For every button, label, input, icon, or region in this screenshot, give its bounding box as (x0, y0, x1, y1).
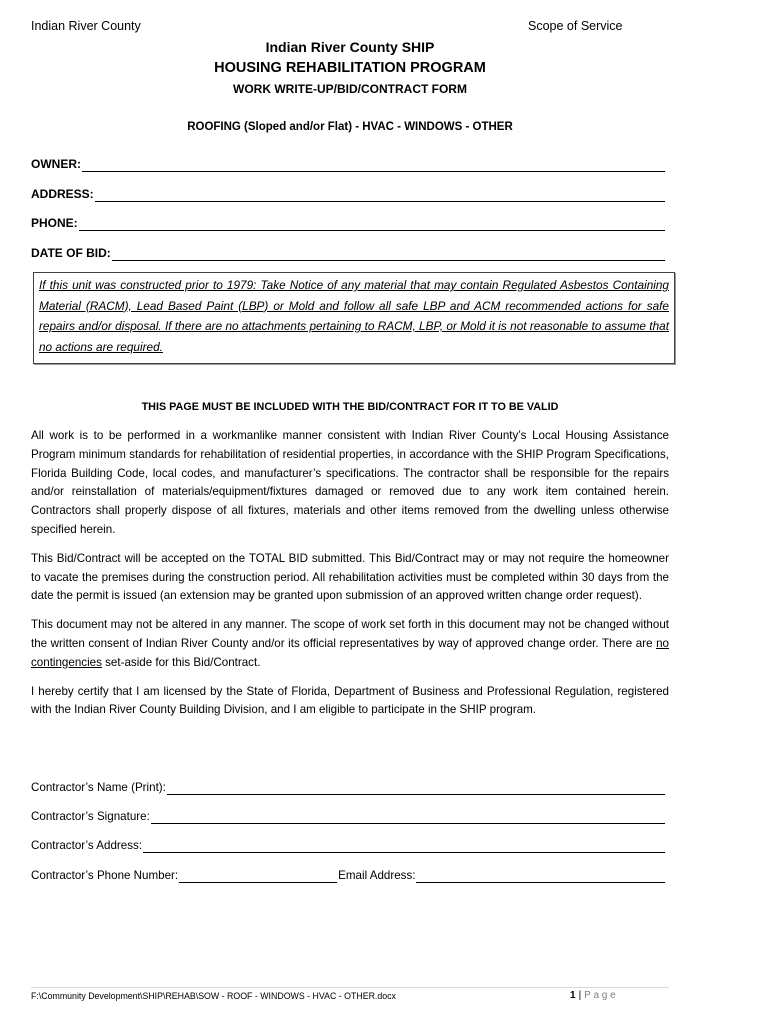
address-row (31, 184, 665, 202)
address-field[interactable] (95, 187, 665, 202)
date-of-bid-field[interactable] (112, 246, 665, 261)
scope-title: ROOFING (Sloped and/or Flat) - HVAC - WINDOWS - OTHER (187, 121, 513, 133)
phone-field[interactable] (79, 216, 665, 231)
contractor-name-label: Contractor’s Name (Print): (31, 781, 166, 794)
no-alteration-text-start: This document may not be altered in any manner. The scope of work set forth in this document may not be changed without the written consent of Indian River County and/or its official representatives by way of approved change order. There are (31, 618, 669, 650)
contractor-name-row (31, 777, 665, 795)
contractor-signature-row (31, 806, 665, 824)
phone-row (31, 213, 665, 231)
title-block (31, 37, 669, 99)
owner-field[interactable] (82, 157, 665, 172)
page-word: P a g e (584, 990, 616, 1001)
contractor-contact-row (31, 865, 665, 883)
owner-row (31, 154, 665, 172)
contractor-email-field[interactable] (416, 868, 665, 883)
contractor-name-field[interactable] (167, 780, 665, 795)
form-name: WORK WRITE-UP/BID/CONTRACT FORM (233, 82, 467, 96)
contractor-phone-field[interactable] (179, 868, 337, 883)
terms-body (31, 427, 669, 730)
page-number: 1 (570, 990, 576, 1001)
contractor-signature-label: Contractor’s Signature: (31, 810, 150, 823)
date-of-bid-row (31, 243, 665, 261)
paragraph-no-alteration (31, 616, 669, 672)
no-contingencies-text: no contingencies (31, 636, 669, 669)
phone-label: PHONE: (31, 216, 78, 230)
contractor-email-label: Email Address: (338, 869, 416, 882)
program-name: Indian River County SHIP (265, 39, 435, 55)
contractor-phone-label: Contractor’s Phone Number: (31, 869, 179, 882)
contractor-address-field[interactable] (143, 838, 665, 853)
paragraph-certification: I hereby certify that I am licensed by the State of Florida, Department of Business and Professional Regulation, registered with the Indian River County Building Division, and I am eligible to participate in the SHIP program. (31, 684, 669, 717)
page-separator: | (578, 990, 582, 1001)
paragraph-bid-acceptance: This Bid/Contract will be accepted on the TOTAL BID submitted. This Bid/Contract may or may not require the homeowner to vacate the premises during the construction period. All rehabilitation activities must be completed within 30 days from the date the permit is issued (an extension may be granted upon submission of an approved written change order request). (31, 551, 669, 603)
paragraph-work-standards: All work is to be performed in a workmanlike manner consistent with Indian River County’s Local Housing Assistance Program minimum standards for rehabilitation of residential properties, in accordance with the SHIP Program Specifications, Florida Building Code, local codes, and manufacturer’s specifications. The contractor shall be responsible for the repairs and/or reinstallation of materials/equipment/fixtures damaged or removed due to any work item contained herein. Contractors shall properly dispose of all fixtures, materials and other items removed from the dwelling unless otherwise specified herein. (31, 429, 669, 536)
footer-divider (31, 987, 669, 988)
footer-page-number (570, 989, 616, 1002)
header-organization: Indian River County (31, 19, 141, 33)
footer-file-path: F:\Community Development\SHIP\REHAB\SOW - ROOF - WINDOWS - HVAC - OTHER.docx (31, 991, 396, 1001)
contractor-address-row (31, 835, 665, 853)
header-document-type: Scope of Service (528, 19, 623, 33)
owner-label: OWNER: (31, 157, 81, 171)
date-of-bid-label: DATE OF BID: (31, 246, 111, 260)
contractor-signature-field[interactable] (151, 809, 665, 824)
contractor-address-label: Contractor’s Address: (31, 839, 143, 852)
no-alteration-text-end: set-aside for this Bid/Contract. (101, 655, 261, 669)
hazard-notice-text: If this unit was constructed prior to 1979: Take Notice of any material that may contain Regulated Asbestos Containing Material (RACM), Lead Based Paint (LBP) or Mold and follow all safe LBP and ACM recommended actions for safe repairs and/or disposal. If there are no attachments pertaining to RACM, LBP, or Mold it is not reasonable to assume that no actions are required. (39, 278, 669, 354)
program-title: HOUSING REHABILITATION PROGRAM (214, 60, 486, 76)
hazard-notice-box (33, 272, 675, 364)
address-label: ADDRESS: (31, 187, 94, 201)
validity-notice: THIS PAGE MUST BE INCLUDED WITH THE BID/CONTRACT FOR IT TO BE VALID (141, 401, 559, 413)
